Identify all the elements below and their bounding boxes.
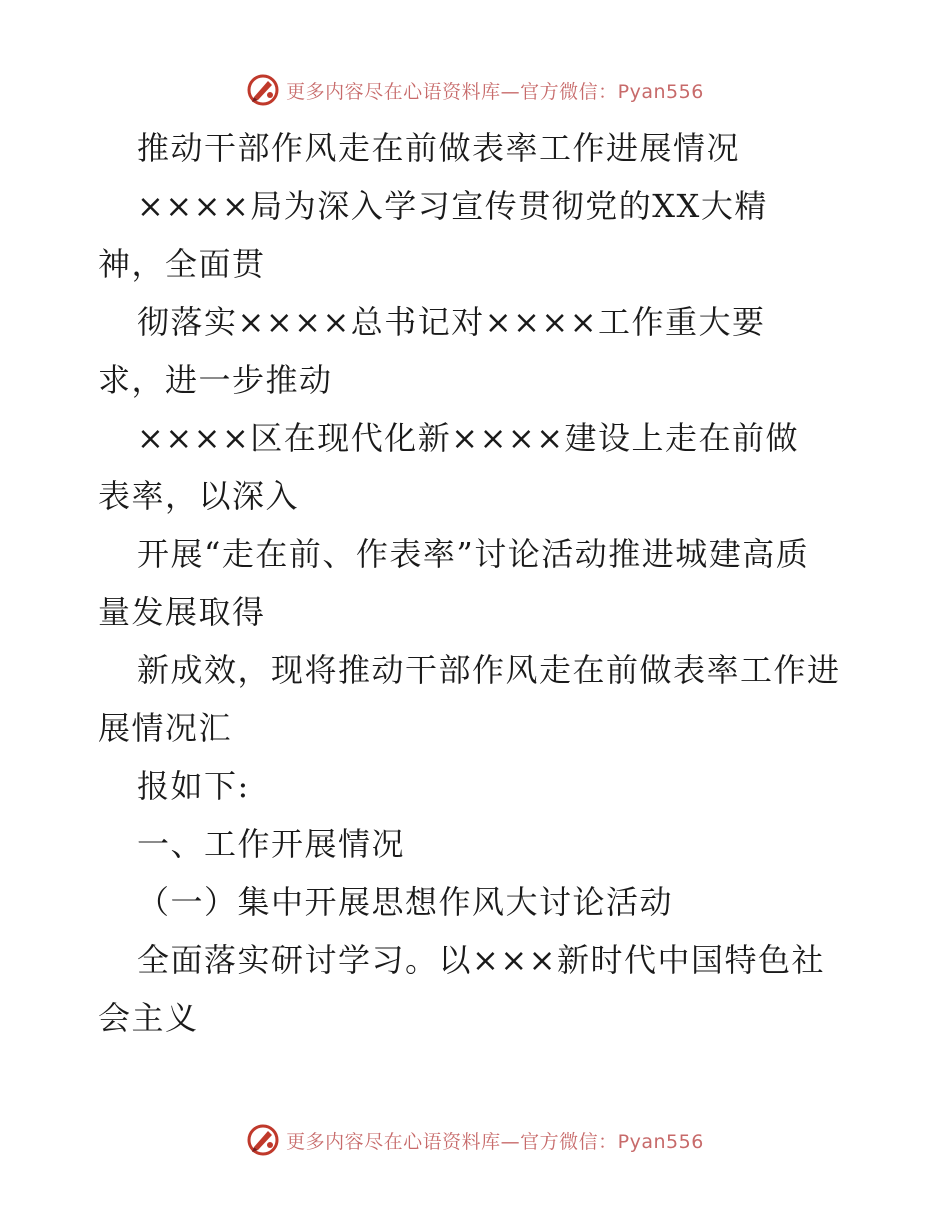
pen-circle-icon xyxy=(246,1123,280,1157)
paragraph-line: 展情况汇 xyxy=(98,709,233,747)
footer-watermark xyxy=(0,1120,950,1160)
paragraph-line: 新成效，现将推动干部作风走在前做表率工作进 xyxy=(137,651,841,689)
header-watermark xyxy=(0,70,950,110)
document-title: 推动干部作风走在前做表率工作进展情况 xyxy=(137,129,741,167)
paragraph-line: 彻落实××××总书记对××××工作重大要 xyxy=(137,303,766,341)
paragraph-line: 会主义 xyxy=(98,999,199,1037)
paragraph-line: 神，全面贯 xyxy=(98,245,266,283)
paragraph-line: 量发展取得 xyxy=(98,593,266,631)
watermark-text: 更多内容尽在心语资料库—官方微信：Pyan556 xyxy=(286,1130,704,1153)
subsection-heading: （一）集中开展思想作风大讨论活动 xyxy=(137,883,674,921)
paragraph-line: ××××局为深入学习宣传贯彻党的XX大精 xyxy=(137,187,768,225)
pen-circle-icon xyxy=(246,73,280,107)
paragraph-line: 开展“走在前、作表率”讨论活动推进城建高质 xyxy=(137,535,810,573)
paragraph-line: 表率，以深入 xyxy=(98,477,300,515)
paragraph-line: 报如下: xyxy=(137,767,250,805)
paragraph-line: 求，进一步推动 xyxy=(98,361,333,399)
watermark-text: 更多内容尽在心语资料库—官方微信：Pyan556 xyxy=(286,80,704,103)
paragraph-line: 全面落实研讨学习。以×××新时代中国特色社 xyxy=(137,941,825,979)
paragraph-line: ××××区在现代化新××××建设上走在前做 xyxy=(137,419,800,457)
section-heading: 一、工作开展情况 xyxy=(137,825,406,863)
